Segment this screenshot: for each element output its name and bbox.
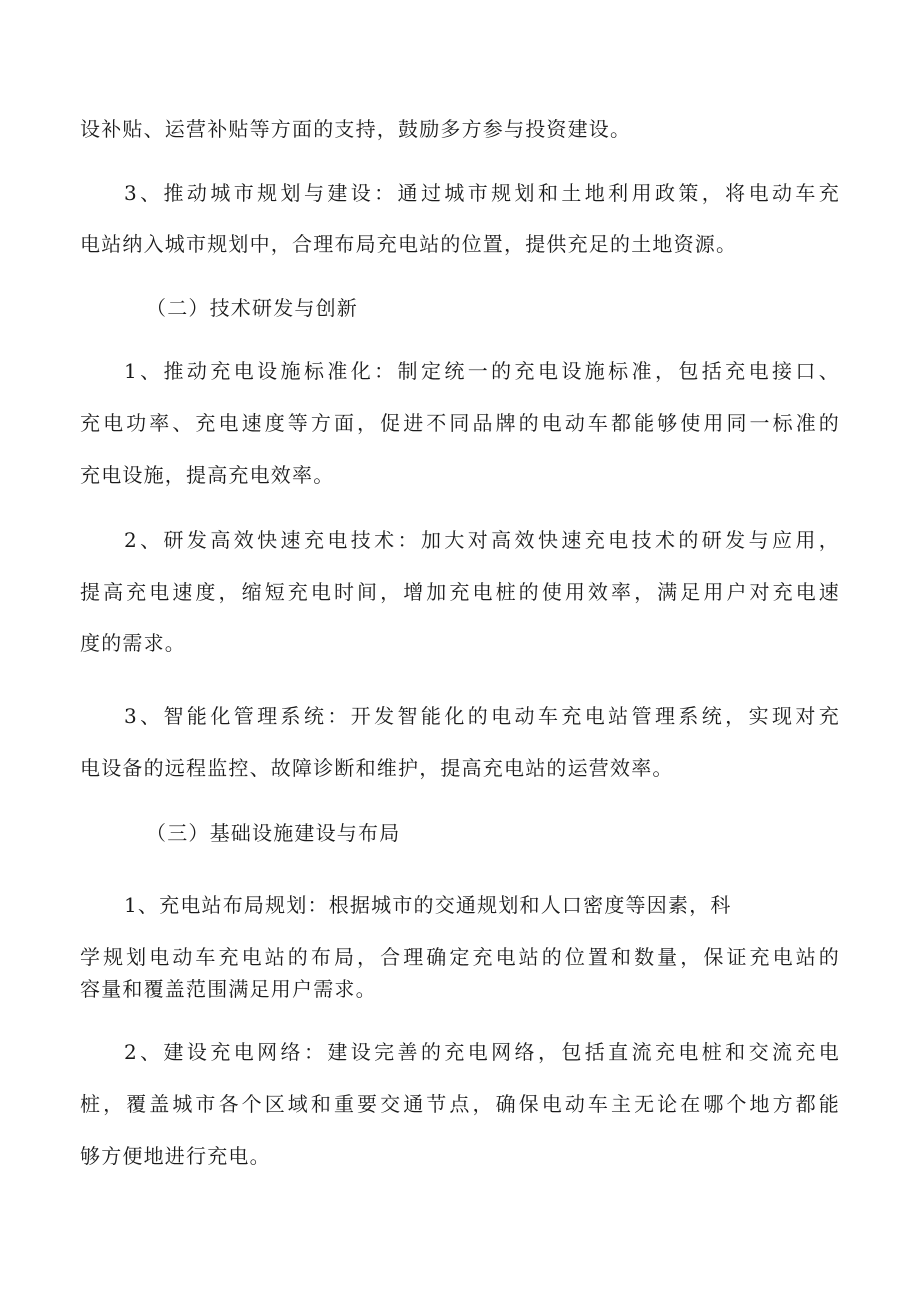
paragraph-line: 度的需求。 — [80, 631, 186, 655]
paragraph-line: 2、建设充电网络：建设完善的充电网络，包括直流充电桩和交流充电 — [124, 1040, 840, 1064]
paragraph-line: 3、智能化管理系统：开发智能化的电动车充电站管理系统，实现对充 — [124, 704, 840, 728]
paragraph-line: 1、推动充电设施标准化：制定统一的充电设施标准，包括充电接口、 — [124, 359, 840, 383]
paragraph-line: 桩，覆盖城市各个区域和重要交通节点，确保电动车主无论在哪个地方都能 — [80, 1092, 840, 1116]
paragraph-line: 电设备的远程监控、故障诊断和维护，提高充电站的运营效率。 — [80, 756, 674, 780]
paragraph-line: 电站纳入城市规划中，合理布局充电站的位置，提供充足的土地资源。 — [80, 232, 738, 256]
paragraph-line: 学规划电动车充电站的布局，合理确定充电站的位置和数量，保证充电站的 — [80, 945, 840, 969]
paragraph-line: 提高充电速度，缩短充电时间，增加充电桩的使用效率，满足用户对充电速 — [80, 580, 840, 604]
paragraph-line: 够方便地进行充电。 — [80, 1144, 271, 1168]
section-heading: （二）技术研发与创新 — [146, 296, 358, 320]
paragraph-line: 充电功率、充电速度等方面，促进不同品牌的电动车都能够使用同一标准的 — [80, 411, 840, 435]
paragraph-line: 设补贴、运营补贴等方面的支持，鼓励多方参与投资建设。 — [80, 117, 632, 141]
paragraph-line: 2、研发高效快速充电技术：加大对高效快速充电技术的研发与应用， — [124, 528, 840, 552]
paragraph-line: 1、充电站布局规划：根据城市的交通规划和人口密度等因素，科 — [124, 893, 732, 917]
paragraph-line: 3、推动城市规划与建设：通过城市规划和土地利用政策，将电动车充 — [124, 181, 840, 205]
section-heading: （三）基础设施建设与布局 — [146, 821, 401, 845]
paragraph-line: 容量和覆盖范围满足用户需求。 — [80, 977, 377, 1001]
paragraph-line: 充电设施，提高充电效率。 — [80, 463, 335, 487]
